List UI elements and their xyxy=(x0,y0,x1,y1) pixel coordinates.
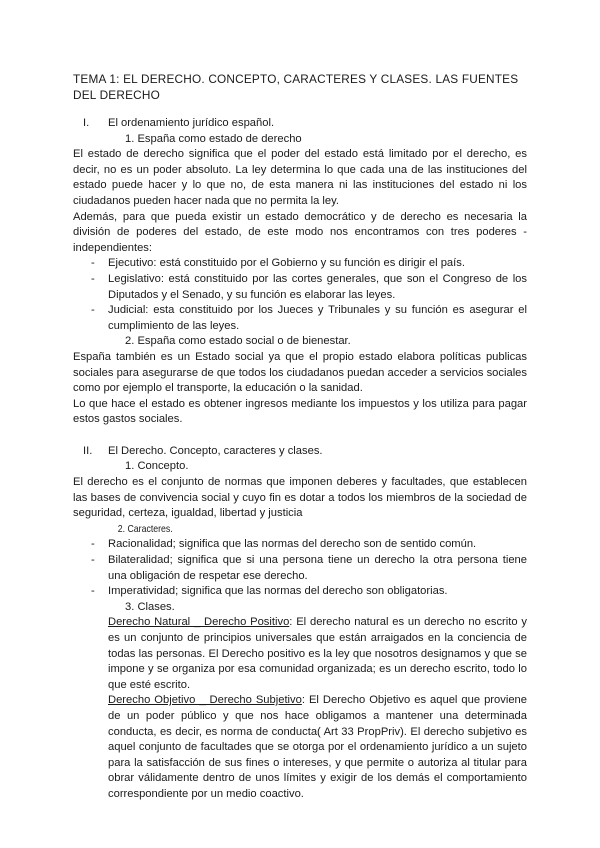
paragraph-impuestos: Lo que hace el estado es obtener ingresos mediante los impuestos y los utiliza para pagar estos gastos sociales. xyxy=(73,397,527,426)
document-body xyxy=(73,116,527,803)
paragraph-concepto: El derecho es el conjunto de normas que imponen deberes y facultades, que establecen las bases de convivencia social y cuyo fin es dotar a todos los miembros de la sociedad de seguridad, certeza, igualdad, libertad y justicia xyxy=(73,476,527,520)
document-title: TEMA 1: EL DERECHO. CONCEPTO, CARACTERES Y CLASES. LAS FUENTES DEL DERECHO xyxy=(73,72,519,102)
paragraph-derecho-objetivo-subjetivo: Derecho Objetivo _ Derecho Subjetivo: El Derecho Objetivo es aquel que proviene de un poder público y que nos hace obligamos a mantener una determinada conducta, es decir, es norma de conducta( Art 33 PropPriv). El derecho subjetivo es aquel conjunto de facultades que se otorga por el ordenamiento jurídico a un sujeto para la satisfacción de sus fines o intereses, y que permite o autoriza al titular para obrar válidamente dentro de unos límites y exigir de los demás el comportamiento correspondiente por un medio coactivo. xyxy=(108,694,527,800)
section-1-title: El ordenamiento jurídico español. xyxy=(108,117,275,129)
section-1-heading xyxy=(73,116,527,132)
paragraph-derecho-natural-positivo: Derecho Natural _ Derecho Positivo: El derecho natural es un derecho no escrito y es un conjunto de principios universales que están arraigados en la conciencia de todas las personas. El Derecho positivo es la ley que nosotros designamos y que se impone y se organiza por esa comunidad organizada; es un derecho escrito, todo lo que esté escrito. xyxy=(108,616,528,691)
section-2-title: El Derecho. Concepto, caracteres y clases. xyxy=(108,444,323,457)
subsection-concepto: 1. Concepto. xyxy=(125,460,189,473)
section-1-number: I. xyxy=(83,117,90,129)
section-2-heading xyxy=(73,444,527,460)
section-2-number: II. xyxy=(83,444,93,457)
paragraph-estado-derecho: El estado de derecho significa que el poder del estado está limitado por el derecho, es decir, no es un poder absoluto. La ley determina lo que cada una de las instituciones del estado puede hacer y lo que no, de esta manera ni las instituciones del estado ni los ciudadanos pueden hacer nada que no permita la ley. xyxy=(73,148,527,207)
term-natural-positivo: Derecho Natural _ Derecho Positivo xyxy=(108,616,290,629)
paragraph-estado-social: España también es un Estado social ya que el propio estado elabora políticas publicas sociales para asegurarse de que todos los ciudadanos puedan acceder a servicios sociales como por ejemplo el transporte, la educación o la sanidad. xyxy=(73,350,527,395)
list-item-legislativo: - Legislativo: está constituido por las cortes generales, que son el Congreso de los Diputados y el Senado, y su función es elaborar las leyes. xyxy=(91,272,527,301)
subsection-estado-derecho: 1. España como estado de derecho xyxy=(125,132,302,145)
list-item-imperatividad: - Imperatividad; significa que las normas del derecho son obligatorias. xyxy=(91,585,448,598)
term-objetivo-subjetivo: Derecho Objetivo _ Derecho Subjetivo xyxy=(108,694,302,707)
list-item-bilateralidad: - Bilateralidad; significa que si una persona tiene un derecho la otra persona tiene una obligación de respetar ese derecho. xyxy=(91,554,527,582)
list-item-ejecutivo: - Ejecutivo: está constituido por el Gobierno y su función es dirigir el país. xyxy=(91,257,465,270)
subsection-estado-social: 2. España como estado social o de bienestar. xyxy=(125,335,351,348)
paragraph-division-poderes: Además, para que pueda existir un estado democrático y de derecho es necesaria la división de poderes del estado, de este modo nos encontramos con tres poderes - independientes: xyxy=(73,210,527,254)
list-item-judicial: - Judicial: esta constituido por los Jueces y Tribunales y su función es asegurar el cumplimiento de las leyes. xyxy=(91,304,527,332)
subsection-caracteres: 2. Caracteres. xyxy=(117,523,173,535)
list-item-racionalidad: - Racionalidad; significa que las normas del derecho son de sentido común. xyxy=(91,538,477,551)
subsection-clases: 3. Clases. xyxy=(125,600,175,613)
